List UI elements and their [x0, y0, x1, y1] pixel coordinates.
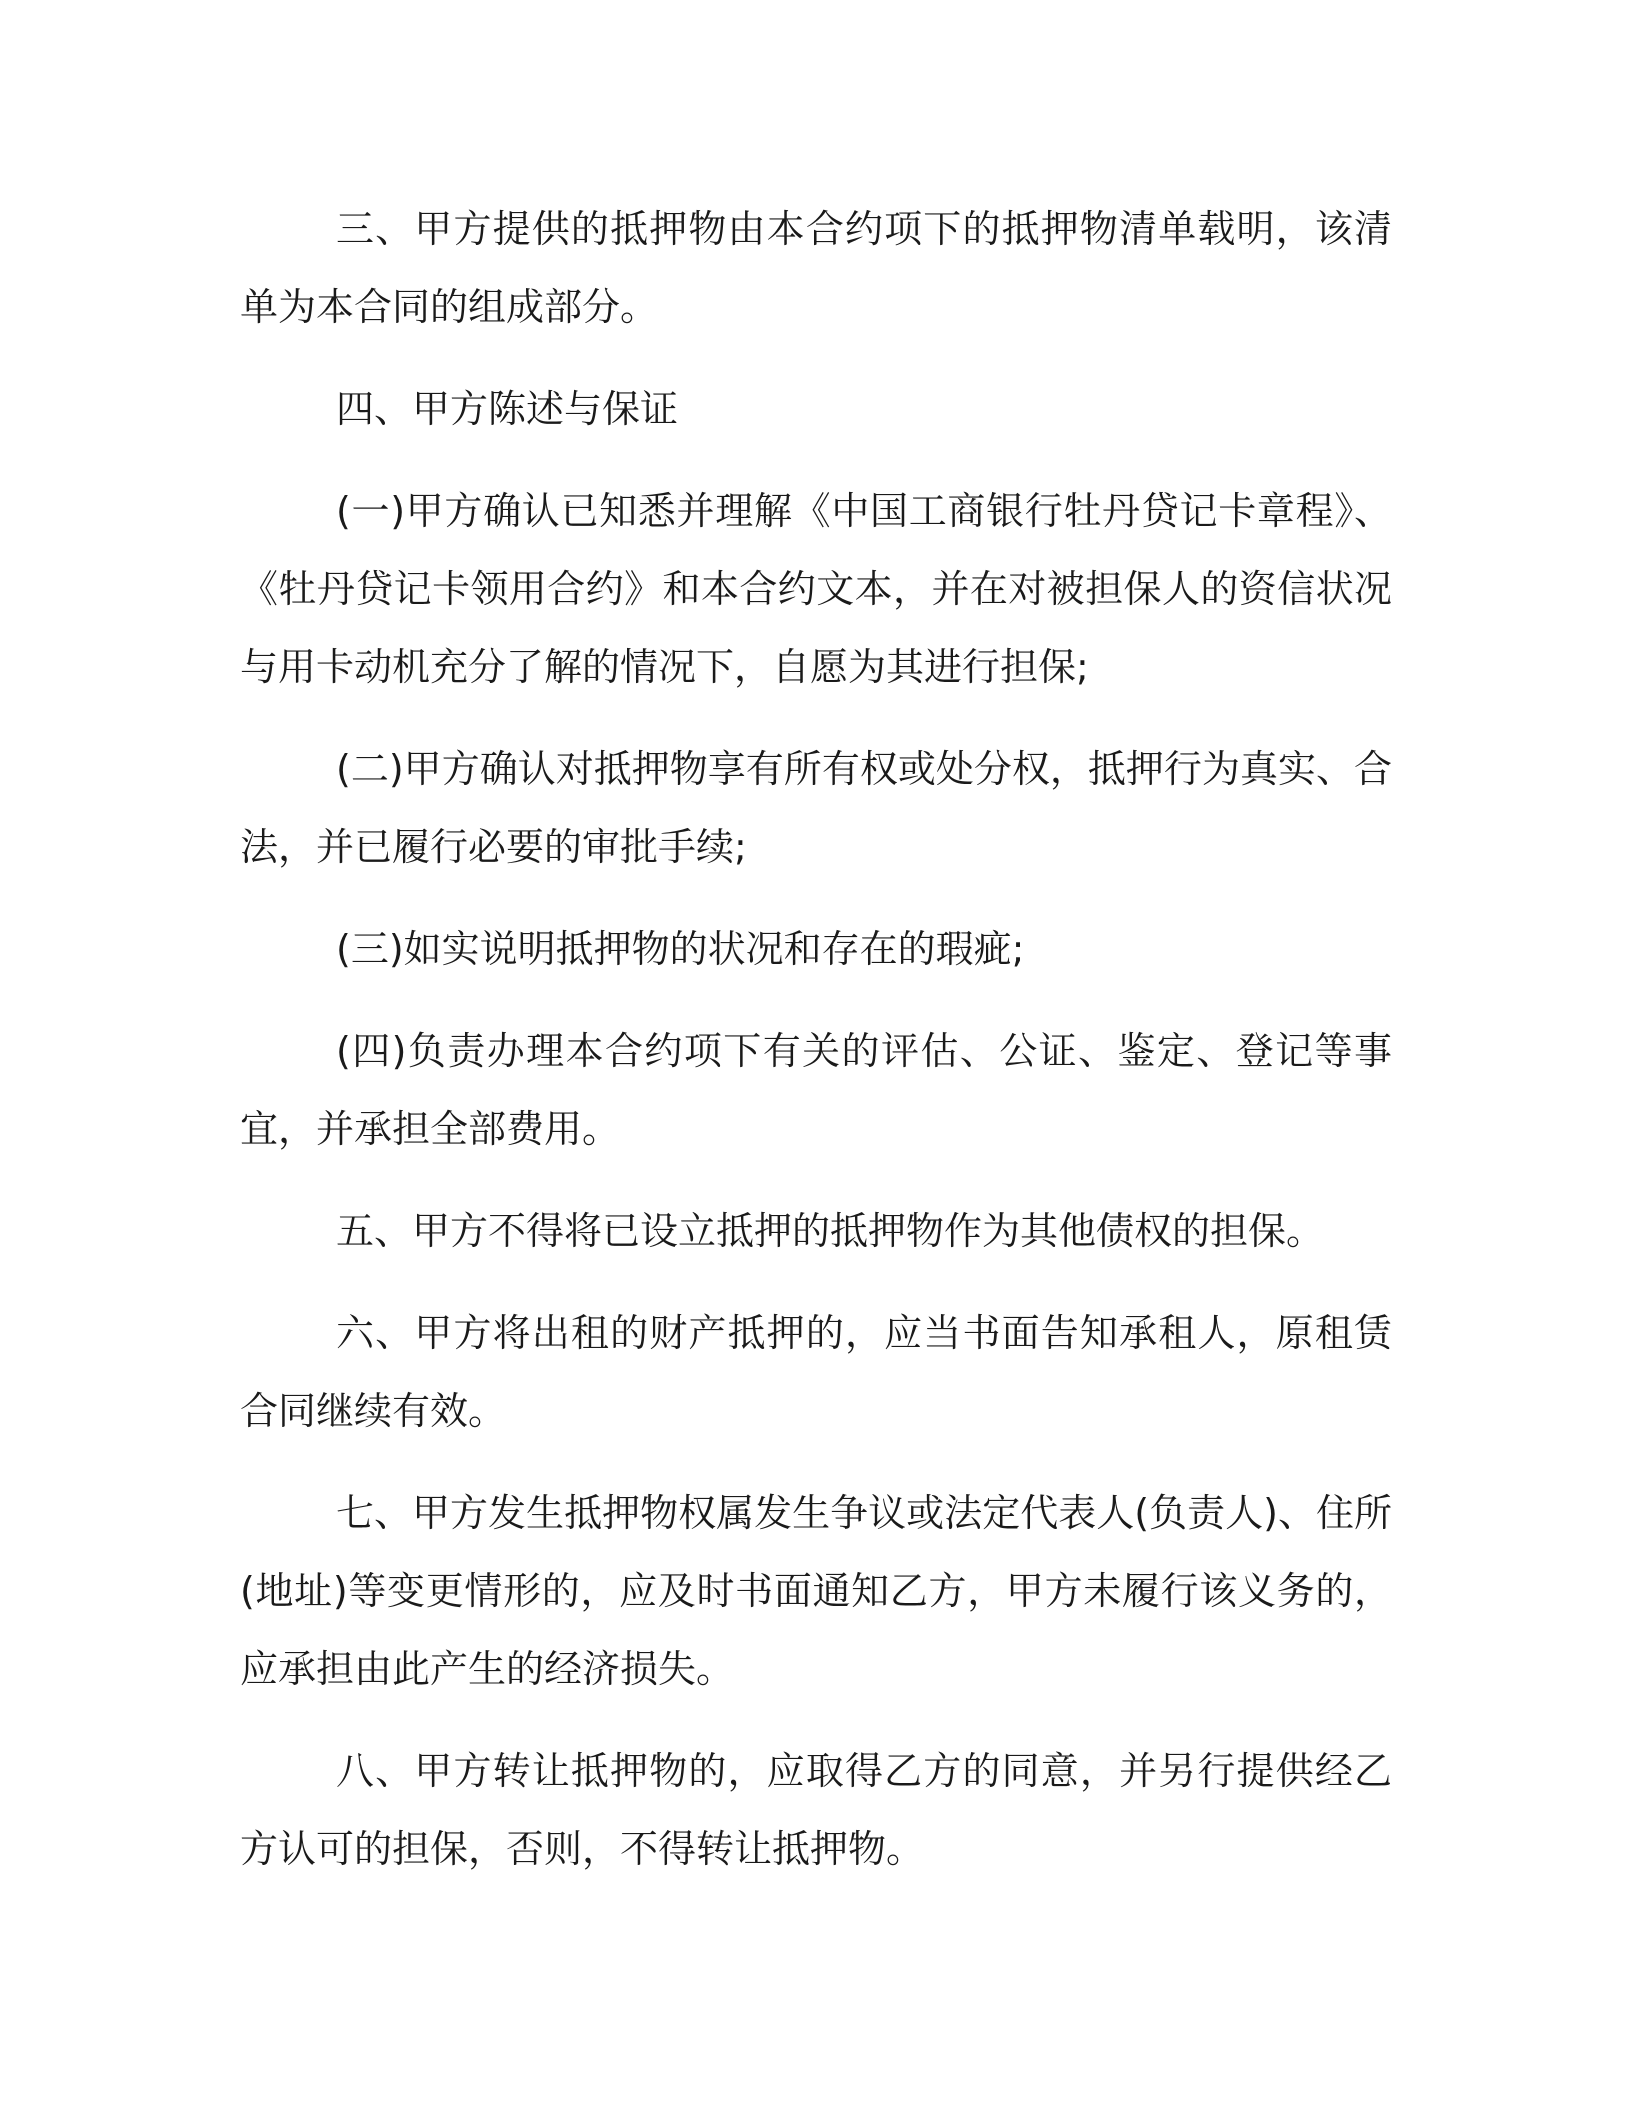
clause-4-item-2: (二)甲方确认对抵押物享有所有权或处分权，抵押行为真实、合法，并已履行必要的审批手续; [240, 747, 1392, 869]
contract-body [240, 190, 1392, 1912]
clause-4-item-3: (三)如实说明抵押物的状况和存在的瑕疵; [336, 927, 1025, 971]
clause-4-heading: 四、甲方陈述与保证 [336, 387, 679, 431]
clause-6: 六、甲方将出租的财产抵押的，应当书面告知承租人，原租赁合同继续有效。 [240, 1311, 1392, 1433]
clause-7: 七、甲方发生抵押物权属发生争议或法定代表人(负责人)、住所(地址)等变更情形的，应及时书面通知乙方，甲方未履行该义务的，应承担由此产生的经济损失。 [240, 1491, 1392, 1691]
clause-4-item-4: (四)负责办理本合约项下有关的评估、公证、鉴定、登记等事宜，并承担全部费用。 [240, 1029, 1392, 1151]
clause-3: 三、甲方提供的抵押物由本合约项下的抵押物清单载明，该清单为本合同的组成部分。 [240, 207, 1392, 329]
clause-4-item-1: (一)甲方确认已知悉并理解《中国工商银行牡丹贷记卡章程》、《牡丹贷记卡领用合约》和本合约文本，并在对被担保人的资信状况与用卡动机充分了解的情况下，自愿为其进行担保; [240, 489, 1392, 689]
clause-8: 八、甲方转让抵押物的，应取得乙方的同意，并另行提供经乙方认可的担保，否则，不得转让抵押物。 [240, 1749, 1392, 1871]
clause-5: 五、甲方不得将已设立抵押的抵押物作为其他债权的担保。 [336, 1209, 1325, 1253]
